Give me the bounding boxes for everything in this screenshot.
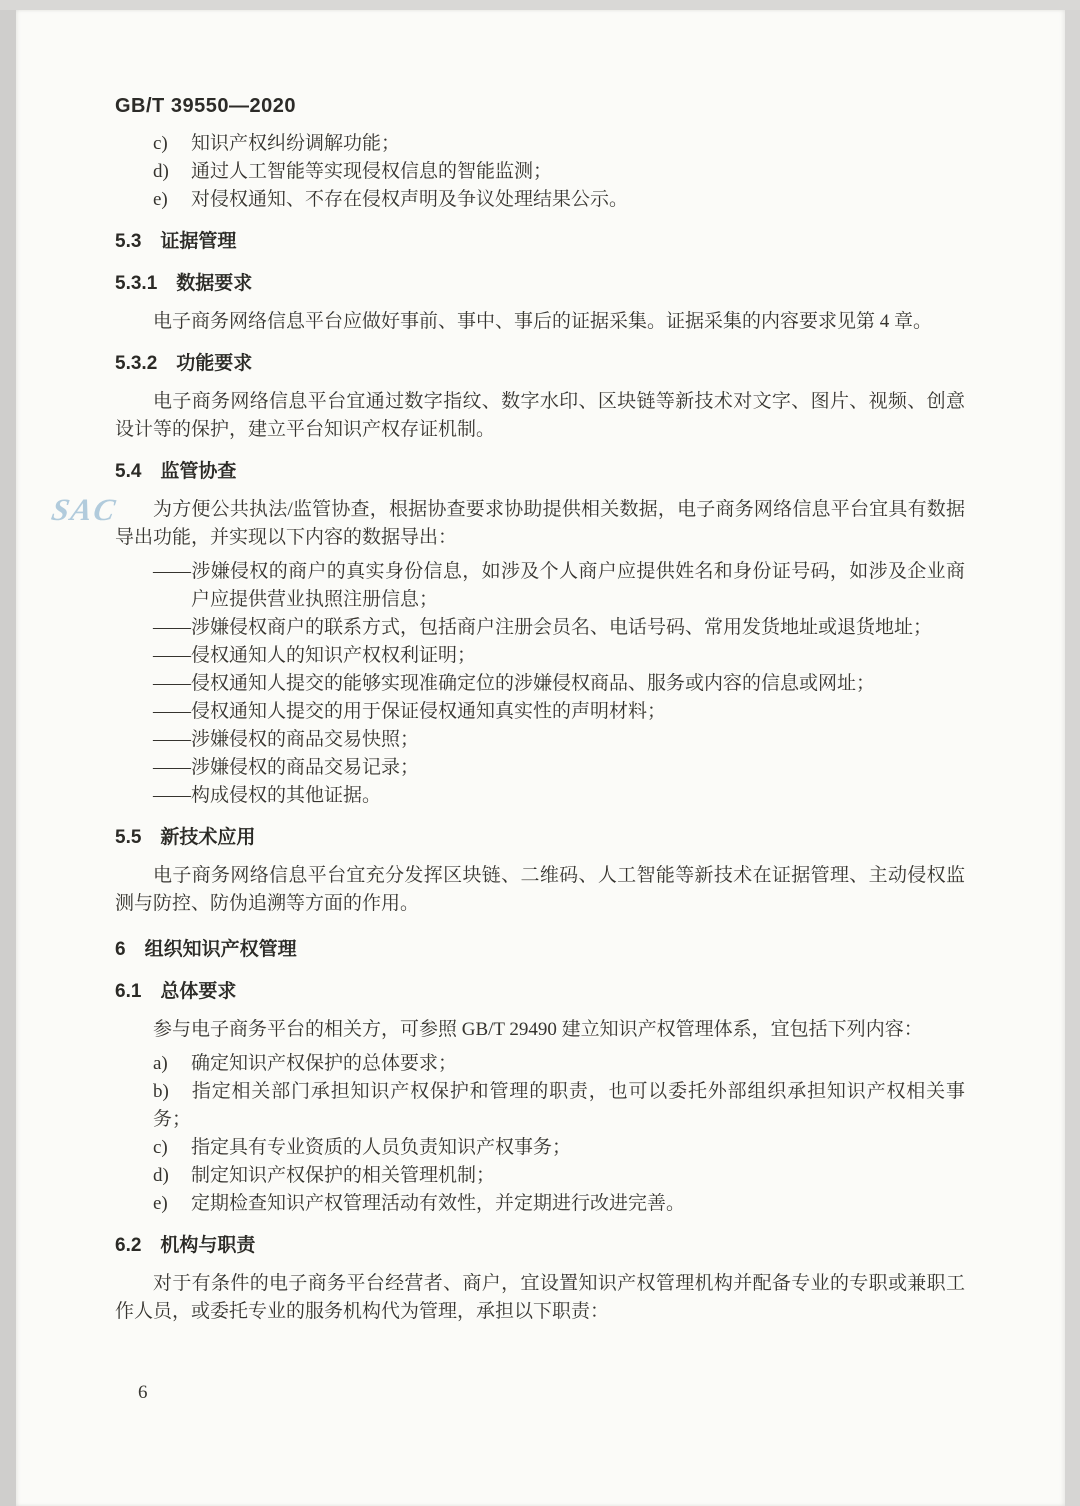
dash-list-item: ——涉嫌侵权的商品交易记录；: [153, 757, 420, 778]
heading-title: 组织知识产权管理: [144, 939, 297, 960]
paragraph: 电子商务网络信息平台宜通过数字指纹、数字水印、区块链等新技术对文字、图片、视频、创意设计等的保护，建立平台知识产权存证机制。: [115, 391, 965, 440]
heading-number: 5.4: [115, 461, 142, 482]
list-item: [115, 158, 965, 186]
section-heading: [115, 978, 965, 1006]
list-item: [115, 1050, 965, 1078]
heading-number: 5.3.2: [115, 353, 158, 374]
dash-list-item: ——涉嫌侵权商户的联系方式，包括商户注册会员名、电话号码、常用发货地址或退货地址；: [153, 617, 933, 638]
list-item-label: c): [153, 1137, 168, 1158]
scan-edge-right: [1065, 0, 1080, 1506]
list-item-label: a): [153, 1053, 168, 1074]
list-item-label: e): [153, 189, 168, 210]
dash-list-item: ——涉嫌侵权的商品交易快照；: [153, 729, 420, 750]
list-item: [115, 1134, 965, 1162]
section-heading: [115, 936, 965, 964]
list-item-text: 制定知识产权保护的相关管理机制；: [191, 1165, 496, 1186]
page-number: 6: [138, 1382, 148, 1403]
list-item: [115, 1190, 965, 1218]
sac-logo-watermark: SAC: [49, 492, 120, 527]
dash-list-item: ——侵权通知人的知识产权权利证明；: [153, 645, 477, 666]
heading-title: 机构与职责: [160, 1235, 256, 1256]
scan-edge-left: [0, 0, 16, 1506]
dash-list-item: ——涉嫌侵权的商户的真实身份信息，如涉及个人商户应提供姓名和身份证号码，如涉及企业商户应提供营业执照注册信息；: [153, 561, 965, 610]
list-item-label: b): [153, 1081, 169, 1102]
list-item: [115, 130, 965, 158]
list-item-label: d): [153, 161, 169, 182]
heading-title: 监管协查: [160, 461, 237, 482]
list-item-text: 对侵权通知、不存在侵权声明及争议处理结果公示。: [191, 189, 629, 210]
list-item: [115, 1078, 965, 1134]
paragraph: 电子商务网络信息平台宜充分发挥区块链、二维码、人工智能等新技术在证据管理、主动侵权监测与防控、防伪追溯等方面的作用。: [115, 865, 965, 914]
paragraph: 对于有条件的电子商务平台经营者、商户，宜设置知识产权管理机构并配备专业的专职或兼职工作人员，或委托专业的服务机构代为管理，承担以下职责：: [115, 1273, 965, 1322]
standard-number-header: GB/T 39550—2020: [115, 95, 296, 117]
dash-list-item: ——侵权通知人提交的能够实现准确定位的涉嫌侵权商品、服务或内容的信息或网址；: [153, 673, 876, 694]
heading-number: 5.3: [115, 231, 142, 252]
paragraph: 参与电子商务平台的相关方，可参照 GB/T 29490 建立知识产权管理体系，宜包括下列内容：: [153, 1019, 923, 1040]
list-item-label: e): [153, 1193, 168, 1214]
heading-number: 6.2: [115, 1235, 142, 1256]
heading-title: 总体要求: [160, 981, 237, 1002]
list-item: [115, 1162, 965, 1190]
document-blocks: [115, 130, 965, 1326]
heading-title: 新技术应用: [160, 827, 256, 848]
dash-list-item: ——侵权通知人提交的用于保证侵权通知真实性的声明材料；: [153, 701, 667, 722]
section-heading: [115, 1232, 965, 1260]
list-item-label: d): [153, 1165, 169, 1186]
list-item-text: 确定知识产权保护的总体要求；: [191, 1053, 458, 1074]
section-heading: [115, 270, 965, 298]
list-item-text: 指定具有专业资质的人员负责知识产权事务；: [191, 1137, 572, 1158]
heading-number: 6: [115, 939, 126, 960]
section-heading: [115, 228, 965, 256]
heading-number: 5.5: [115, 827, 142, 848]
section-heading: [115, 458, 965, 486]
heading-title: 证据管理: [160, 231, 237, 252]
list-item-text: 指定相关部门承担知识产权保护和管理的职责，也可以委托外部组织承担知识产权相关事务；: [153, 1081, 965, 1130]
list-item-label: c): [153, 133, 168, 154]
paragraph: 电子商务网络信息平台应做好事前、事中、事后的证据采集。证据采集的内容要求见第 4 章。: [153, 311, 933, 332]
heading-title: 功能要求: [176, 353, 253, 374]
list-item: [115, 186, 965, 214]
heading-number: 5.3.1: [115, 273, 158, 294]
list-item-text: 通过人工智能等实现侵权信息的智能监测；: [191, 161, 553, 182]
list-item-text: 知识产权纠纷调解功能；: [191, 133, 401, 154]
section-heading: [115, 824, 965, 852]
heading-number: 6.1: [115, 981, 142, 1002]
list-item-text: 定期检查知识产权管理活动有效性，并定期进行改进完善。: [191, 1193, 686, 1214]
section-heading: [115, 350, 965, 378]
dash-list-item: ——构成侵权的其他证据。: [153, 785, 382, 806]
heading-title: 数据要求: [176, 273, 253, 294]
paragraph: 为方便公共执法/监管协查，根据协查要求协助提供相关数据，电子商务网络信息平台宜具有数据导出功能，并实现以下内容的数据导出：: [115, 499, 965, 548]
document-content: [115, 0, 965, 1332]
